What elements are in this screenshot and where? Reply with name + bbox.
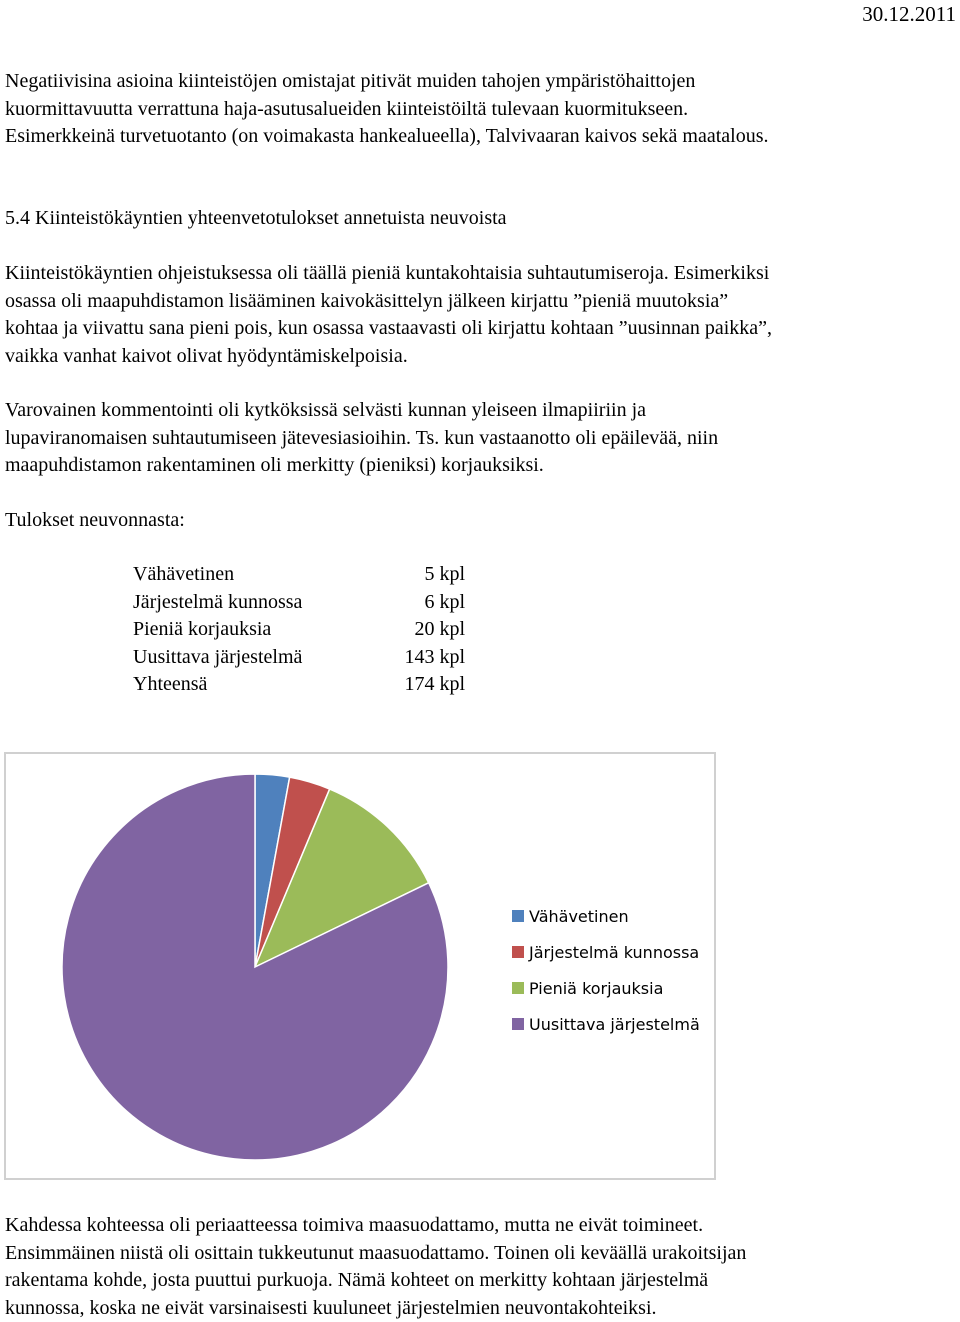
legend-swatch [512, 982, 524, 994]
text-line: Varovainen kommentointi oli kytköksissä selvästi kunnan yleiseen ilmapiiriin ja [5, 399, 647, 421]
legend-swatch [512, 910, 524, 922]
results-table [133, 561, 465, 699]
table-row [133, 616, 465, 644]
legend-swatch [512, 946, 524, 958]
legend-item [512, 934, 700, 970]
legend-label: Uusittava järjestelmä [529, 1014, 700, 1034]
row-value: 20 kpl [414, 618, 465, 640]
paragraph-3 [5, 1212, 746, 1322]
intro-paragraph [5, 68, 769, 151]
text-line: osassa oli maapuhdistamon lisääminen kaivokäsittelyn jälkeen kirjattu ”pieniä muutoksia” [5, 289, 729, 312]
text-line: rakentama kohde, josta puuttui purkuoja. Nämä kohteet on merkitty kohtaan järjestelmä [5, 1269, 709, 1291]
text-line: Kahdessa kohteessa oli periaatteessa toimiva maasuodattamo, mutta ne eivät toimineet. [5, 1214, 704, 1236]
row-value: 174 kpl [404, 673, 465, 695]
legend-item [512, 898, 700, 934]
text-line: maapuhdistamon rakentaminen oli merkitty (pieniksi) korjauksiksi. [5, 454, 544, 476]
legend-swatch [512, 1018, 524, 1030]
legend-label: Pieniä korjauksia [529, 978, 664, 998]
table-row [133, 589, 465, 617]
text-line: Negatiivisina asioina kiinteistöjen omistajat pitivät muiden tahojen ympäristöhaittojen [5, 70, 696, 92]
page-date: 30.12.2011 [862, 2, 956, 26]
row-label: Uusittava järjestelmä [133, 645, 303, 668]
results-label: Tulokset neuvonnasta: [5, 509, 185, 531]
text-line: Kiinteistökäyntien ohjeistuksessa oli täällä pieniä kuntakohtaisia suhtautumiseroja. Esimerkiksi [5, 262, 770, 284]
text-line: Ensimmäinen niistä oli osittain tukkeutunut maasuodattamo. Toinen oli keväällä urakoitsijan [5, 1241, 747, 1264]
text-line: vaikka vanhat kaivot olivat hyödyntämiskelpoisia. [5, 344, 408, 367]
text-line: kohtaa ja viivattu sana pieni pois, kun osassa vastaavasti oli kirjattu kohtaan ”uusinnan paikka”, [5, 317, 773, 339]
paragraph-2 [5, 397, 718, 480]
row-label: Vähävetinen [133, 563, 235, 585]
text-line: lupaviranomaisen suhtautumiseen jätevesiasioihin. Ts. kun vastaanotto oli epäilevää, niin [5, 426, 719, 449]
row-label: Pieniä korjauksia [133, 618, 272, 640]
table-row [133, 561, 465, 589]
row-label: Yhteensä [133, 673, 208, 695]
text-line: kunnossa, koska ne eivät varsinaisesti kuuluneet järjestelmien neuvontakohteiksi. [5, 1296, 657, 1319]
text-line: Esimerkkeinä turvetuotanto (on voimakasta hankealueella), Talvivaaran kaivos sekä maatalous. [5, 125, 769, 147]
text-line: kuormittavuutta verrattuna haja-asutusalueiden kiinteistöiltä tulevaan kuormitukseen. [5, 97, 689, 120]
legend-item [512, 970, 700, 1006]
pie-chart [4, 752, 716, 1180]
table-row [133, 671, 465, 699]
section-heading: 5.4 Kiinteistökäyntien yhteenvetotulokset annetuista neuvoista [5, 207, 507, 229]
row-value: 6 kpl [424, 590, 465, 613]
row-value: 143 kpl [404, 645, 465, 668]
chart-legend [512, 898, 700, 1042]
legend-item [512, 1006, 700, 1042]
legend-label: Järjestelmä kunnossa [529, 942, 700, 962]
paragraph-1 [5, 260, 772, 370]
row-label: Järjestelmä kunnossa [133, 590, 303, 613]
legend-label: Vähävetinen [529, 906, 629, 926]
table-row [133, 644, 465, 672]
row-value: 5 kpl [424, 563, 465, 585]
